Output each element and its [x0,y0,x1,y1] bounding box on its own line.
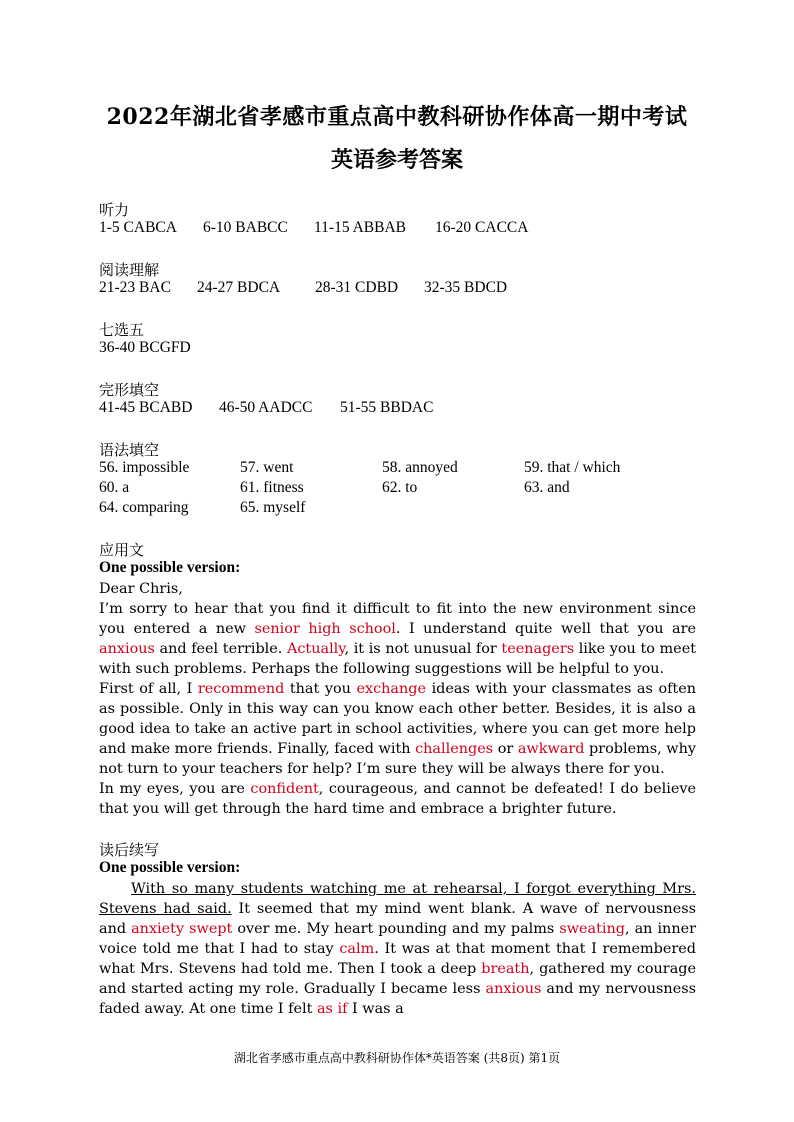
answer-group: 28-31 CDBD [315,279,399,296]
page-footer: 湖北省孝感市重点高中教科研协作体*英语答案 (共8页) 第1页 [233,1051,561,1065]
answer-group: 21-23 BAC [99,279,171,296]
continuation-writing-heading: 读后续写 [99,841,160,859]
grammar-item: 61. fitness [240,479,304,496]
highlighted-phrase: senior high school [254,621,396,637]
highlighted-phrase: Actually [286,641,345,657]
answer-group: 1-5 CABCA [99,219,177,236]
grammar-item: 58. annoyed [382,459,458,476]
grammar-item: 57. went [240,459,294,476]
grammar-item: 60. a [99,479,130,496]
essay-paragraph: In my eyes, you are confident, courageous, and cannot be defeated! I do believe that you will get through the hard time and embrace a brighter future. [99,781,696,817]
given-opening-sentence: With so many students watching me at rehearsal, I forgot everything Mrs. Stevens had said. [99,881,696,917]
reading-answers [99,279,507,297]
applied-writing-heading: 应用文 [99,541,145,559]
highlighted-phrase: challenges [415,741,494,757]
highlighted-phrase: anxious [99,641,155,657]
answer-key-subtitle: 英语参考答案 [330,147,463,173]
highlighted-phrase: as if [316,1001,348,1017]
grammar-item: 59. that / which [524,459,621,476]
highlighted-phrase: exchange [356,681,427,697]
cloze-heading: 完形填空 [99,381,160,399]
highlighted-phrase: awkward [517,741,585,757]
highlighted-phrase: anxiety swept [131,921,233,937]
seven-five-heading: 七选五 [99,321,145,339]
grammar-item: 64. comparing [99,499,189,516]
exam-title: 2022年湖北省孝感市重点高中教科研协作体高一期中考试 [106,104,688,130]
answer-group: 6-10 BABCC [203,219,288,236]
answer-group: 36-40 BCGFD [99,339,191,356]
version-label: One possible version: [99,859,241,876]
highlighted-phrase: confident [250,781,319,797]
highlighted-phrase: teenagers [501,641,575,657]
listening-answers [99,219,528,237]
grammar-heading: 语法填空 [99,441,160,459]
reading-heading: 阅读理解 [99,261,160,279]
continuation-writing-essay [99,879,696,1019]
essay-paragraph: With so many students watching me at rehearsal, I forgot everything Mrs. Stevens had said. It seemed that my mind went blank. A wave of nervousness and anxiety swept over me. My heart pounding and my palms sweating, an inner voice told me that I had to stay calm. It was at that moment that I remembered what Mrs. Stevens had told me. Then I took a deep breath, gathered my courage and started acting my role. Gradually I became less anxious and my nervousness faded away. At one time I felt as if I was a [99,881,696,1017]
answer-group: 32-35 BDCD [424,279,508,296]
answer-group: 51-55 BBDAC [340,399,434,416]
grammar-item: 65. myself [240,499,306,516]
version-label: One possible version: [99,559,241,576]
grammar-item: 63. and [524,479,570,496]
answer-group: 24-27 BDCA [197,279,281,296]
grammar-item: 56. impossible [99,459,190,476]
answer-group: 16-20 CACCA [435,219,529,236]
highlighted-phrase: breath [481,961,530,977]
cloze-answers [99,399,433,417]
highlighted-phrase: calm [339,941,375,957]
grammar-item: 62. to [382,479,418,496]
highlighted-phrase: anxious [485,981,542,997]
answer-group: 46-50 AADCC [219,399,313,416]
listening-heading: 听力 [99,201,130,219]
seven-five-answers [99,339,191,357]
answer-group: 41-45 BCABD [99,399,193,416]
applied-writing-essay [99,579,696,819]
highlighted-phrase: recommend [197,681,285,697]
highlighted-phrase: sweating [559,921,625,937]
letter-greeting: Dear Chris, [99,581,183,597]
essay-paragraph: First of all, I recommend that you exchange ideas with your classmates as often as possible. Only in this way can you know each other better. Besides, it is also a good idea to take an active part in school activities, where you can get more help and make more friends. Finally, faced with challenges or awkward problems, why not turn to your teachers for help? I’m sure they will be always there for you. [99,681,696,777]
answer-group: 11-15 ABBAB [314,219,407,236]
essay-paragraph: I’m sorry to hear that you find it difficult to fit into the new environment since you entered a new senior high school. I understand quite well that you are anxious and feel terrible. Actually, it is not unusual for teenagers like you to meet with such problems. Perhaps the following suggestions will be helpful to you. [99,601,697,677]
